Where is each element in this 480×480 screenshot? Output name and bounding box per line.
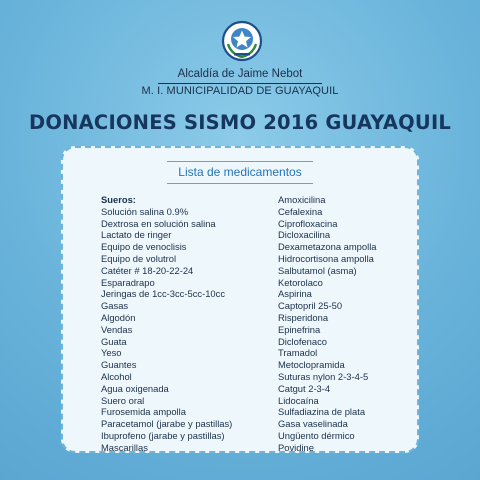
list-item: Alcohol	[101, 370, 132, 382]
list-item: Ungüento dérmico	[278, 429, 355, 441]
card-title-rule-bottom	[167, 183, 313, 184]
card-title-rule-top	[167, 161, 313, 162]
list-item: Mascarillas	[101, 441, 148, 453]
list-item: Jeringas de 1cc-3cc-5cc-10cc	[101, 288, 226, 300]
medications-list-left	[101, 194, 232, 454]
list-item: Equipo de venoclisis	[101, 241, 187, 253]
list-item: Cefalexina	[278, 205, 323, 217]
list-item: Tramadol	[278, 347, 318, 359]
list-item: Yeso	[101, 347, 122, 359]
list-item: Salbutamol (asma)	[278, 264, 357, 276]
list-item: Lactato de ringer	[101, 229, 172, 241]
list-item: Povidine	[278, 441, 314, 453]
list-item: Catgut 2-3-4	[278, 382, 331, 394]
list-item: Lidocaína	[278, 394, 319, 406]
list-item: Aspirina	[278, 288, 312, 300]
municipal-seal-icon	[221, 20, 263, 62]
list-item: Hidrocortisona ampolla	[278, 252, 374, 264]
list-item: Furosemida ampolla	[101, 406, 186, 418]
list-item: Ketorolaco	[278, 276, 323, 288]
list-item: Agua oxigenada	[101, 382, 169, 394]
list-item: Paracetamol (jarabe y pastillas)	[101, 418, 233, 430]
list-item: Diclofenaco	[278, 335, 327, 347]
list-item: Algodón	[101, 311, 136, 323]
list-item: Guantes	[101, 359, 137, 371]
list-item: Equipo de volutrol	[101, 252, 177, 264]
list-item: Esparadrapo	[101, 276, 155, 288]
card-title: Lista de medicamentos	[178, 165, 302, 179]
list-item: Epinefrina	[278, 323, 321, 335]
list-item: Suero oral	[101, 394, 145, 406]
list-item: Gasa vaselinada	[278, 418, 348, 430]
list-item: Dextrosa en solución salina	[101, 217, 216, 229]
list-item: Sulfadiazina de plata	[278, 406, 366, 418]
list-item: Metoclopramida	[278, 359, 345, 371]
list-item: Risperidona	[278, 311, 329, 323]
list-item: Captopril 25-50	[278, 300, 343, 312]
organization-divider	[158, 83, 322, 84]
list-item: Ibuprofeno (jarabe y pastillas)	[101, 429, 225, 441]
page-title: DONACIONES SISMO 2016 GUAYAQUIL	[28, 111, 452, 134]
list-item: Dicloxacilina	[278, 229, 331, 241]
list-item: Catéter # 18-20-22-24	[101, 264, 194, 276]
organization-name: Alcaldía de Jaime Nebot	[177, 68, 303, 80]
list-item: Gasas	[101, 300, 129, 312]
list-item: Dexametazona ampolla	[278, 241, 377, 253]
organization-subtitle: M. I. MUNICIPALIDAD DE GUAYAQUIL	[141, 85, 339, 97]
list-item: Suturas nylon 2-3-4-5	[278, 370, 369, 382]
medications-list-right	[278, 194, 377, 454]
list-item: Vendas	[101, 323, 133, 335]
list-item: Guata	[101, 335, 127, 347]
list-item: Solución salina 0.9%	[101, 205, 189, 217]
list-item: Ciprofloxacina	[278, 217, 338, 229]
list-item: Sueros:	[101, 194, 136, 205]
list-item: Amoxicilina	[278, 194, 326, 205]
